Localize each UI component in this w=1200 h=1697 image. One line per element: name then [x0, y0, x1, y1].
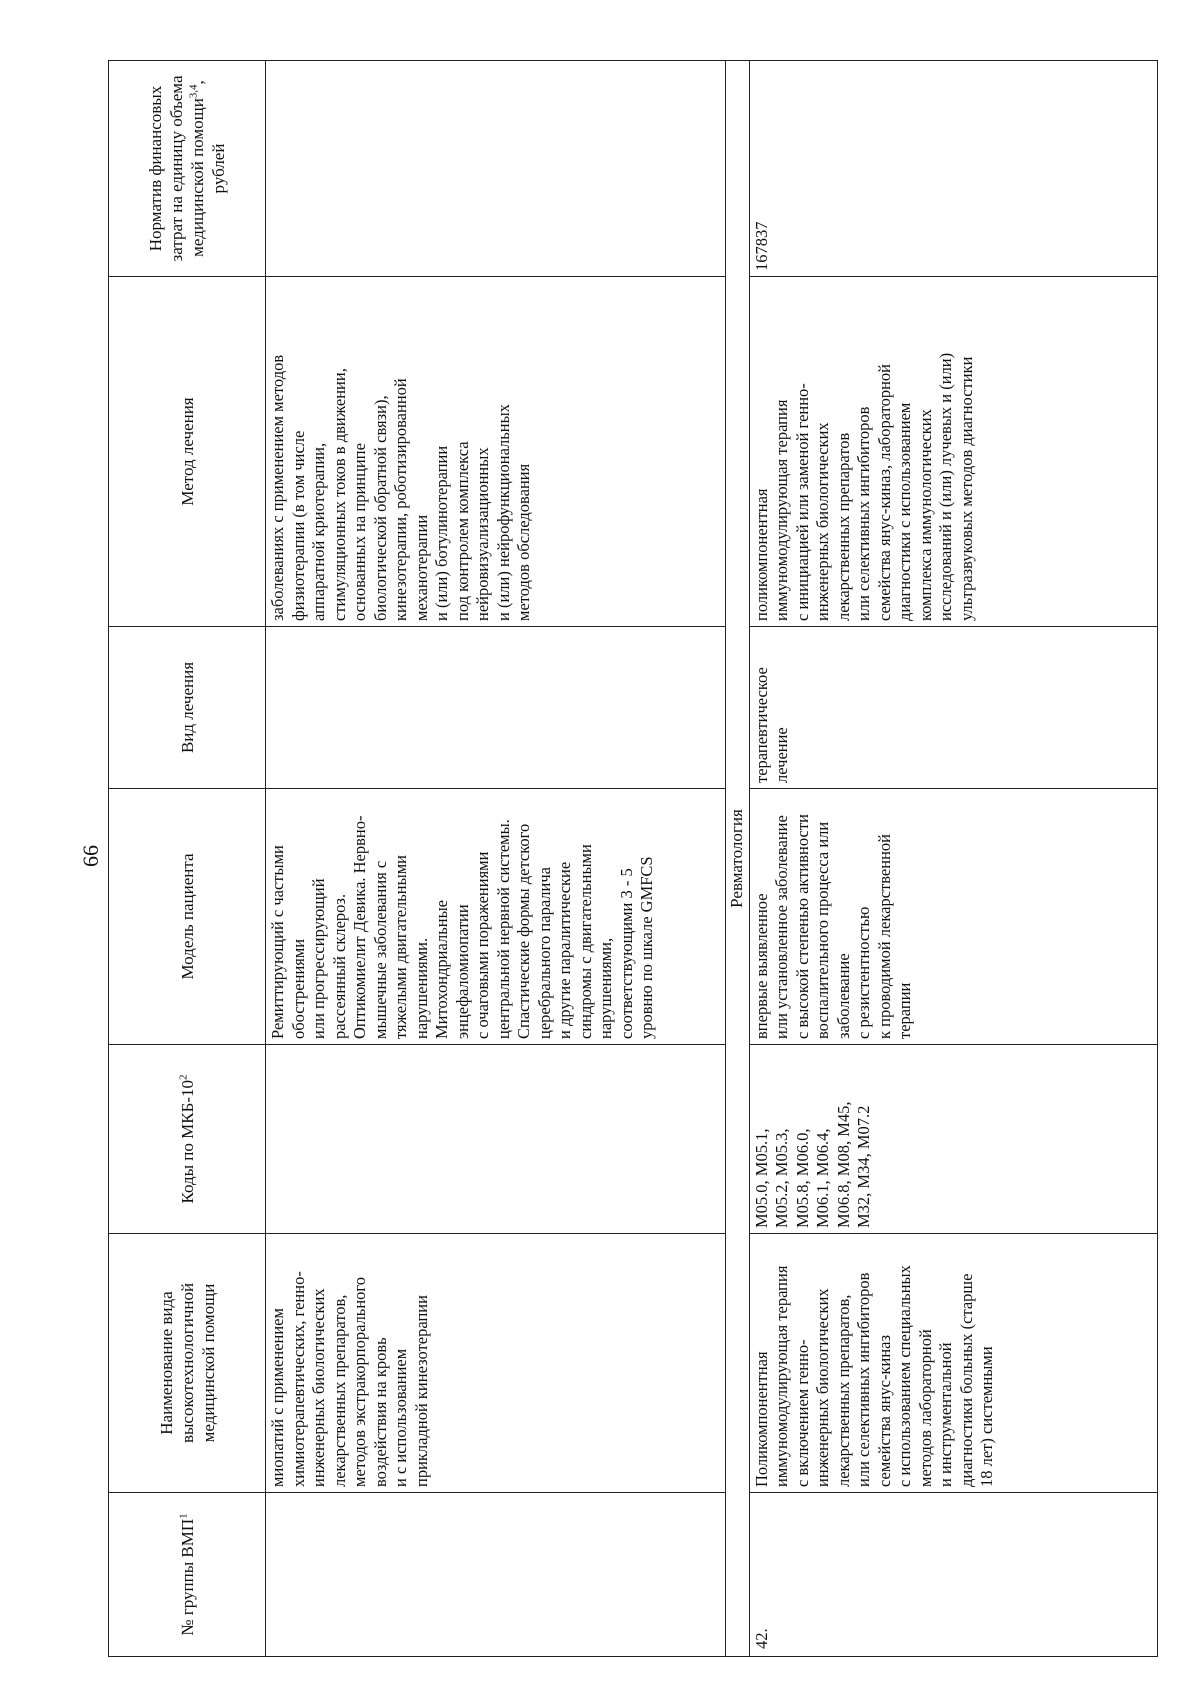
section-title: Ревматология [726, 61, 750, 1657]
cell-treatment-type: терапевтическое лечение [749, 627, 1158, 789]
header-patient-model: Модель пациента [109, 789, 266, 1045]
cell-group-no [266, 1493, 726, 1657]
header-icd-codes: Коды по МКБ-$10^2$ [109, 1045, 266, 1234]
cell-cost-norm: 167837 [749, 61, 1158, 277]
cell-icd-codes: M05.0, M05.1, M05.2, M05.3, M05.8, M06.0, M06.1, M06.4, M06.8, M08, M45, M32, M34, M07.2 [749, 1045, 1158, 1234]
cell-cost-norm [266, 61, 726, 277]
cell-treatment-type [266, 627, 726, 789]
cell-vmp-name: миопатий с применением химиотерапевтических, генно- инженерных биологических лекарственных препаратов, методов экстракорпорального воздействия на кровь и с использованием прикладной кинезотерапии [266, 1234, 726, 1493]
table-row [266, 61, 726, 1657]
page-number: 66 [78, 845, 103, 867]
cell-treatment-method: заболеваниях с применением методов физиотерапии (в том числе аппаратной криотерапии, стимуляционных токов в движении, основанных на принципе биологической обратной связи), кинезотерапии, роботизированной механотерапии и (или) ботулинотерапии под контролем комплекса нейровизуализационных и (или) нейрофункциональных методов обследования [266, 277, 726, 627]
header-treatment-method: Метод лечения [109, 277, 266, 627]
header-cost-norm: Норматив финансовых затрат на единицу объема медицинской помощи$^{3,4}$, рублей [109, 61, 266, 277]
table-row [749, 61, 1158, 1657]
cell-vmp-name: Поликомпонентная иммуномодулирующая терапия с включением генно- инженерных биологических лекарственных препаратов, или селективных ингибиторов семейства янус-киназ с использованием специальных методов лабораторной и инструментальной диагностики больных (старше 18 лет) системными [749, 1234, 1158, 1493]
section-row [726, 61, 750, 1657]
header-row [109, 61, 266, 1657]
cell-group-no: 42. [749, 1493, 1158, 1657]
cell-patient-model: впервые выявленное или установленное заболевание с высокой степенью активности воспалительного процесса или заболевание с резистентностью к проводимой лекарственной терапии [749, 789, 1158, 1045]
header-group-no: № группы ВМП$^1$ [109, 1493, 266, 1657]
header-vmp-name: Наименование вида высокотехнологичной медицинской помощи [109, 1234, 266, 1493]
cell-icd-codes [266, 1045, 726, 1234]
cell-treatment-method: поликомпонентная иммуномодулирующая терапия с инициацией или заменой генно- инженерных биологических лекарственных препаратов или селективных ингибиторов семейства янус-киназ, лабораторной диагностики с использованием комплекса иммунологических исследований и (или) лучевых и (или) ультразвуковых методов диагностики [749, 277, 1158, 627]
cell-patient-model: Ремиттирующий с частыми обострениями или прогрессирующий рассеянный склероз. Оптикомиелит Девика. Нервно- мышечные заболевания с тяжелыми двигательными нарушениями. Митохондриальные энцефаломиопатии с очаговыми поражениями центральной нервной системы. Спастические формы детского церебрального паралича и другие паралитические синдромы с двигательными нарушениями, соответствующими 3 - 5 уровню по шкале GMFCS [266, 789, 726, 1045]
header-treatment-type: Вид лечения [109, 627, 266, 789]
vmp-table [108, 60, 1158, 1657]
